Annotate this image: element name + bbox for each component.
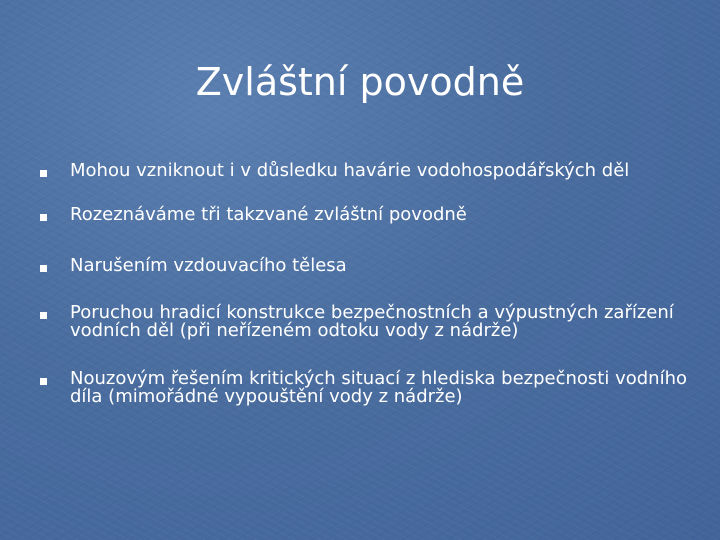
bullet-text-2-line-1: Rozeznáváme tři takzvané zvláštní povodně (70, 204, 467, 225)
bullet-text-3-line-1: Narušením vzdouvacího tělesa (70, 255, 347, 276)
bullet-text-5-line-2: díla (mimořádné vypouštění vody z nádrže) (70, 386, 463, 407)
square-bullet-icon (40, 214, 47, 221)
square-bullet-icon (40, 312, 47, 319)
bullet-text-5 (70, 368, 688, 407)
bullet-text-4-line-1: Poruchou hradicí konstrukce bezpečnostních a výpustných zařízení (70, 302, 674, 323)
bullet-text-4 (70, 304, 680, 340)
bullet-text-2 (70, 206, 680, 224)
square-bullet-icon (40, 170, 47, 177)
bullet-text-1-line-1: Mohou vzniknout i v důsledku havárie vodohospodářských děl (70, 160, 630, 181)
bullet-text-4-line-2: vodních děl (při neřízeném odtoku vody z nádrže) (70, 320, 519, 341)
slide-title: Zvláštní povodně (195, 60, 525, 104)
bullet-text-1 (70, 162, 680, 180)
bullet-text-3 (70, 257, 680, 275)
square-bullet-icon (40, 378, 47, 385)
square-bullet-icon (40, 265, 47, 272)
bullet-text-5-line-1: Nouzovým řešením kritických situací z hlediska bezpečnosti vodního (70, 368, 688, 389)
